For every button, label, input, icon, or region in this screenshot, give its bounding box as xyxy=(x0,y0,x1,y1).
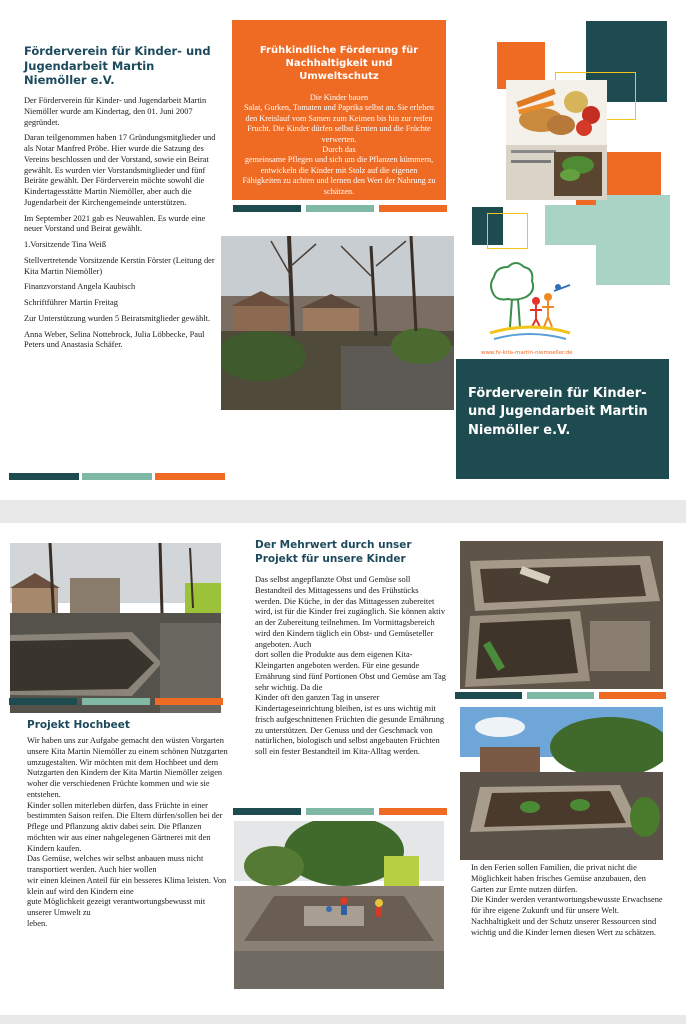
divider-bar-orange xyxy=(379,205,447,212)
mehrwert-line: frisch aufgeschnittenen Früchten die gesunde Ernährung zu unterstützen. Der Genuss und der Geschmack von natürlichen, biologisch und selbst angebauten Früchten soll ein fester Bestandteil im Kita-Alltag werden. xyxy=(255,714,445,756)
orange-box-line: Durch das xyxy=(322,145,356,155)
board-member: Stellvertretende Vorsitzende Kerstin Förster (Leitung der Kita Martin Niemöller) xyxy=(24,255,215,276)
finished-raised-bed-photo xyxy=(460,707,663,860)
advisory-members: Anna Weber, Selina Nottebrock, Julia Löbbecke, Paul Peters und Anastasia Schäfer. xyxy=(24,329,205,350)
board-member: 1.Vorsitzende Tina Weiß xyxy=(24,240,107,249)
mehrwert-text xyxy=(255,575,447,758)
vorgarten-photo xyxy=(10,543,221,713)
divider-bar-teal xyxy=(233,205,301,212)
intro-paragraph: Der Förderverein für Kinder- und Jugendarbeit Martin Niemöller wurde am Kindertag, den 01. Juni 2007 gegründet. xyxy=(24,96,207,127)
intro-text xyxy=(24,96,224,356)
cover-title: Förderverein für Kinder- und Jugendarbeit Martin Niemöller e.V. xyxy=(468,386,648,438)
divider-bar-teal xyxy=(455,692,522,699)
website-link[interactable]: www.fv-kita-martin-niemoeller.de xyxy=(481,350,573,356)
cover-title-box xyxy=(456,359,669,479)
brochure-page-outside xyxy=(0,0,686,500)
orange-info-box xyxy=(232,20,446,200)
tree-family-logo xyxy=(480,255,580,345)
hochbeet-line: wir einen kleinen Anteil für ein besseres Klima leisten. Von klein auf wird den Kindern eine xyxy=(27,875,227,896)
divider-bar-orange xyxy=(155,698,223,705)
deco-outline-square-small xyxy=(487,213,528,249)
orange-box-line: Die Kinder bauen xyxy=(309,93,369,102)
mehrwert-line: dort sollen die Produkte aus dem eigenen Kita-Kleingarten angeboten werden. Für eine gesunde Ernährung sind fünf Portionen Obst und Gemüse am Tag sehr wichtig. Da die xyxy=(255,650,446,692)
hochbeet-line: Wir haben uns zur Aufgabe gemacht den wüsten Vorgarten unsere Kita Martin Niemöller zu einem schönen Nutzgarten umzugestalten. Wir möchten mit dem Hochbeet und dem Nutzgarten den Kindern der Kita Martin Niemöller zeigen woher die verschiedenen Früchte kommen und wie sie entstehen. xyxy=(27,736,228,799)
board-member: Schriftführer Martin Freitag xyxy=(24,298,118,307)
ferien-text xyxy=(471,863,666,938)
divider-bar-teal xyxy=(9,698,77,705)
hochbeet-line: Kinder sollen miterleben dürfen, dass Früchte in einer bestimmten Saison reifen. Die Eltern dürfen/sollen bei der Pflege und Pflanzung aktiv dabei sein. Die Pflanzen möchten wir aus einer nahgelegenen Gärtnerei mit den Kindern kaufen. xyxy=(27,800,223,853)
divider-bar-orange xyxy=(379,808,447,815)
mehrwert-line: Das selbst angepflanzte Obst und Gemüse soll Bestandteil des Mittagessens und des Frühstücks werden. Die Küche, in der das Mittagessen zubereitet wird, ist für die Kinder frei zugänglich. Sie können aktiv an der Zubereitung teilnehmen. Im Vormittagsbereich wird den Kindern täglich ein Obst- und Gemüseteller angeboten. Auch xyxy=(255,575,446,649)
divider-bar-orange xyxy=(155,473,225,480)
ferien-line: Die Kinder werden verantwortungsbewusste Erwachsene für ihre eigene Zukunft und für unsere Welt. Nachhaltigkeit und der Schutz unserer Ressourcen sind wichtig und die Kinder lernen diesen Wert zu schätzen. xyxy=(471,895,663,937)
ferien-line: In den Ferien sollen Familien, die privat nicht die Möglichkeit haben frisches Gemüse anzubauen, den Garten zur Ernte nutzen dürfen. xyxy=(471,863,646,894)
orange-box-text xyxy=(242,93,436,197)
hochbeet-line: gute Möglichkeit gezeigt verantwortungsbewusst mit unserer Umwelt zu xyxy=(27,897,206,917)
mehrwert-heading: Der Mehrwert durch unser Projekt für unsere Kinder xyxy=(255,539,412,565)
divider-bar-sage xyxy=(82,473,152,480)
hochbeet-line: leben. xyxy=(27,918,48,928)
divider-bar-teal xyxy=(9,473,79,480)
orange-box-line: Salat, Gurken, Tomaten und Paprika selbst an. Sie erleben den Kreislauf vom Samen zum Keimen bis hin zur reifen Frucht. Die Kinder dürfen selbst Ernten und die Früchte verwerten. xyxy=(243,103,435,144)
divider-bar-sage xyxy=(82,698,150,705)
raised-bed-construction-photo xyxy=(460,541,663,689)
hochbeet-heading: Projekt Hochbeet xyxy=(27,719,130,731)
intro-paragraph: Im September 2021 gab es Neuwahlen. Es wurde eine neuer Vorstand und Beirat gewählt. xyxy=(24,213,206,234)
intro-heading: Förderverein für Kinder- und Jugendarbeit Martin Niemöller e.V. xyxy=(24,44,211,88)
intro-paragraph: Daran teilgenommen haben 17 Gründungsmitglieder und als Notar Manfred Pröbe. Hier wurde die Satzung des Vereins beschlossen und der Vorstand, sowie ein Beirat gewählt. Es wurden vier Vorstandsmitglieder und fünf Beiräte gewählt. Der Förderverein möchte sowohl die Kindertagesstätte Martin Niemöller, aber auch die Jugendarbeit der Kirchengemeinde unterstützen. xyxy=(24,133,216,207)
hochbeet-line: Das Gemüse, welches wir selbst anbauen muss nicht transportiert werden. Auch hier wollen xyxy=(27,854,204,874)
orange-box-heading: Frühkindliche Förderung für Nachhaltigkeit und Umweltschutz xyxy=(259,45,419,82)
children-garden-photo xyxy=(234,821,444,989)
intro-paragraph: Zur Unterstützung wurden 5 Beiratsmitglieder gewählt. xyxy=(24,313,211,323)
divider-bar-sage xyxy=(527,692,594,699)
deco-square-sage xyxy=(596,195,670,285)
divider-bar-teal xyxy=(233,808,301,815)
brochure-page-inside xyxy=(0,523,686,1015)
mehrwert-line: Kinder oft den ganzen Tag in unserer Kindertageseinrichtung bleiben, ist es uns wichtig mit xyxy=(255,693,436,713)
divider-bar-sage xyxy=(306,205,374,212)
hochbeet-text xyxy=(27,736,230,930)
divider-bar-sage xyxy=(306,808,374,815)
garden-trees-photo xyxy=(221,236,454,410)
divider-bar-orange xyxy=(599,692,666,699)
vegetables-photo xyxy=(506,80,607,200)
orange-box-line: gemeinsame Pflegen und sich um die Pflanzen kümmern, entwickeln die Kinder mit Stolz auf die eigenen Fähigkeiten zu achten und lernen den Wert der Nahrung zu schätzen. xyxy=(242,155,436,196)
deco-square-sage-left xyxy=(545,205,600,245)
board-member: Finanzvorstand Angela Kaubisch xyxy=(24,282,136,292)
